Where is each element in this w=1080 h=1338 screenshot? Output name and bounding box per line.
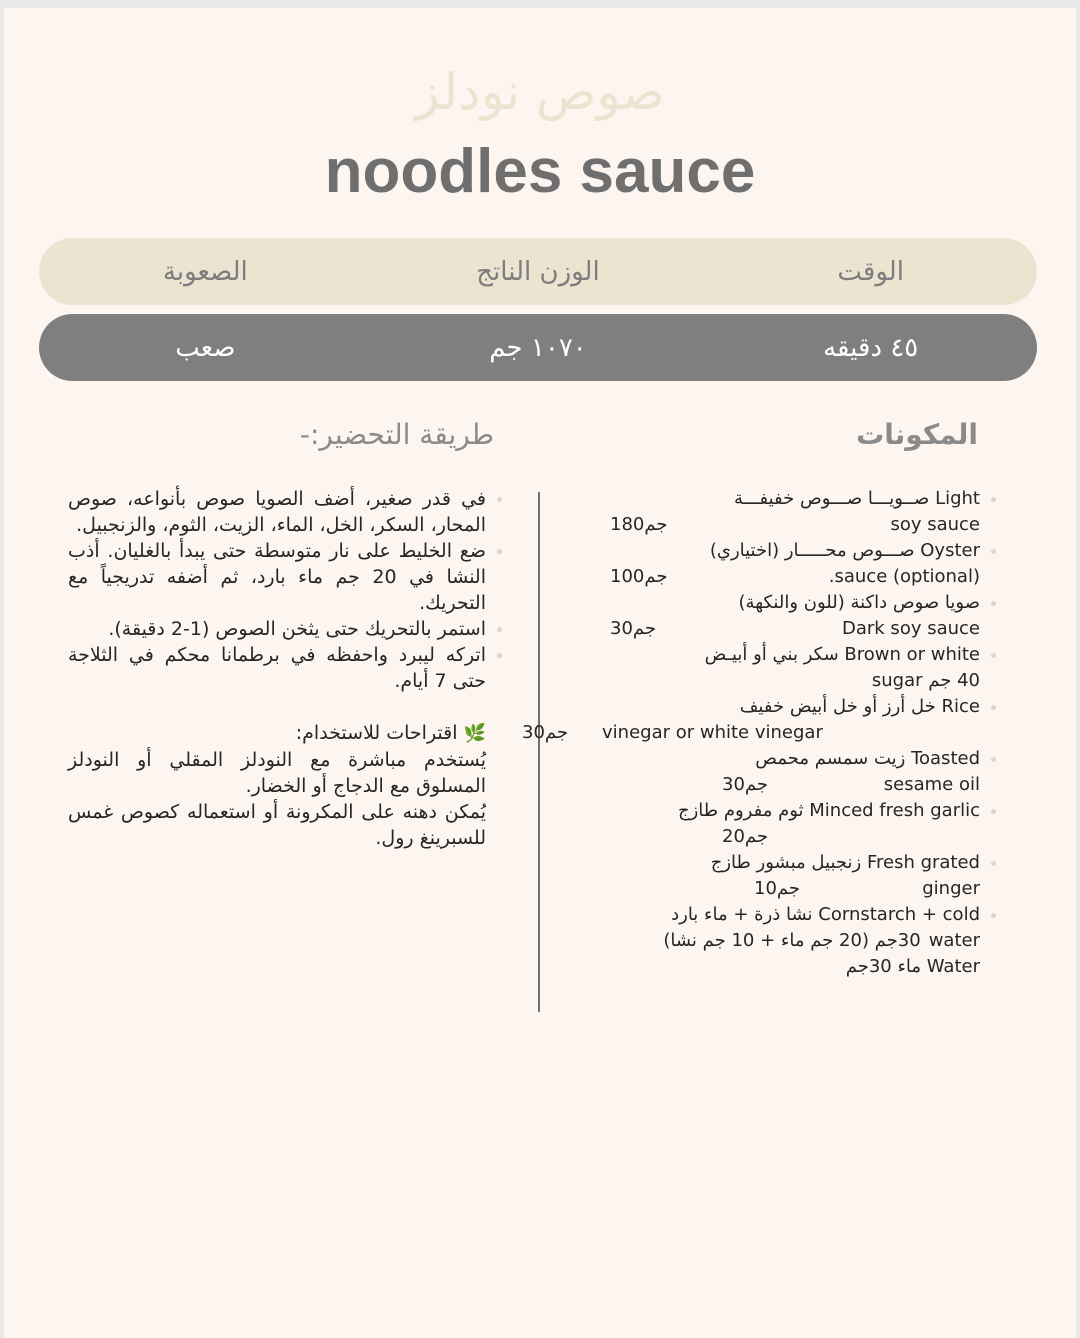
list-item — [610, 590, 980, 642]
ingredient-amount: 100جم — [610, 566, 668, 587]
tips-section — [68, 720, 486, 851]
list-item — [610, 902, 980, 954]
time-value: ٤٥ دقيقه — [823, 332, 919, 363]
tips-heading-row — [68, 720, 486, 747]
bullet-dot — [497, 549, 502, 554]
info-labels-bar — [39, 238, 1037, 305]
ingredient-name-en: vinegar or white vinegar — [602, 722, 823, 743]
ingredient-name: خل أرز أو خل أبيض خفيف Rice — [739, 696, 980, 717]
list-item — [610, 538, 980, 590]
ingredient-name-en: soy sauce — [890, 514, 980, 535]
weight-label: الوزن الناتج — [476, 256, 600, 287]
bullet-dot — [497, 627, 502, 632]
method-heading: طريقة التحضير:- — [299, 418, 494, 451]
ingredient-amount: 30جم — [722, 774, 769, 795]
list-item — [610, 642, 980, 694]
tip-text: يُستخدم مباشرة مع النودلز المقلي أو النودلز المسلوق مع الدجاج أو الخضار. — [68, 749, 486, 797]
ingredient-name: ثوم مفروم طازج Minced fresh garlic — [677, 800, 980, 821]
bullet-dot — [991, 809, 996, 814]
ingredient-amount: 20جم — [722, 826, 769, 847]
step-text: استمر بالتحريك حتى يثخن الصوص (1-2 دقيقة). — [108, 618, 486, 640]
list-item — [610, 486, 980, 538]
difficulty-label: الصعوبة — [162, 256, 248, 287]
bullet-dot — [991, 549, 996, 554]
bullet-dot — [497, 497, 502, 502]
ingredient-name: زنجبيل مبشور طازج Fresh grated — [710, 852, 980, 873]
ingredient-name: ماء 30جم Water — [845, 956, 980, 977]
difficulty-value: صعب — [175, 332, 236, 363]
steps-list — [68, 486, 486, 694]
step-text: اتركه ليبرد واحفظه في برطمانا محكم في الثلاجة حتى 7 أيام. — [68, 644, 486, 692]
bullet-dot — [991, 601, 996, 606]
ingredient-name-en: Dark soy sauce — [842, 618, 980, 639]
tip-text: يُمكن دهنه على المكرونة أو استعماله كصوص غمس للسبرينغ رول. — [68, 801, 486, 849]
step-text: في قدر صغير، أضف الصويا صوص بأنواعه، صوص المحار، السكر، الخل، الماء، الزيت، الثوم، والزنجبيل. — [68, 488, 486, 536]
ingredient-name-en: water — [928, 930, 980, 951]
ingredient-name: زيت سمسم محمص Toasted — [755, 748, 980, 769]
ingredient-name: صـــوص محـــــار (اختياري) Oyster — [709, 540, 980, 561]
weight-value: ١٠٧٠ جم — [489, 332, 587, 363]
ingredient-amount: 10جم — [754, 878, 801, 899]
ingredient-amount: 30جم (20 جم ماء + 10 جم نشا) — [663, 930, 921, 951]
title-english: noodles sauce — [324, 137, 756, 206]
list-item — [610, 954, 980, 980]
recipe-card — [4, 8, 1076, 1338]
list-item — [610, 798, 980, 850]
ingredient-name-en: ginger — [922, 878, 980, 899]
ingredients-list — [522, 486, 980, 980]
bullet-dot — [991, 497, 996, 502]
list-item — [610, 746, 980, 798]
ingredient-name: صــويـــا صـــوص خفيفـــة Light — [734, 488, 980, 509]
bullet-dot — [991, 705, 996, 710]
tips-heading: اقتراحات للاستخدام: — [295, 722, 458, 744]
column-divider — [538, 492, 540, 1012]
bullet-dot — [991, 913, 996, 918]
ingredient-name: نشا ذرة + ماء بارد Cornstarch + cold — [671, 904, 980, 925]
ingredient-amount: 180جم — [610, 514, 668, 535]
ingredient-name-en: sesame oil — [883, 774, 980, 795]
ingredient-name-en: .sauce (optional) — [828, 566, 980, 587]
title-arabic: صوص نودلز — [415, 63, 665, 121]
ingredient-name: سكر بني أو أبيـض Brown or white — [704, 644, 980, 665]
leaf-icon: 🌿 — [463, 723, 486, 744]
list-item — [68, 642, 486, 694]
bullet-dot — [991, 653, 996, 658]
list-item — [68, 486, 486, 538]
list-item — [610, 850, 980, 902]
ingredient-amount: 40 جم sugar — [871, 670, 980, 691]
ingredients-heading: المكونات — [856, 418, 978, 451]
ingredient-name: صويا صوص داكنة (للون والنكهة) — [738, 592, 980, 613]
list-item — [68, 616, 486, 642]
ingredient-amount: 30جم — [610, 618, 657, 639]
ingredient-amount: 30جم — [522, 722, 569, 743]
bullet-dot — [991, 757, 996, 762]
bullet-dot — [991, 861, 996, 866]
info-values-bar — [39, 314, 1037, 381]
bullet-dot — [497, 653, 502, 658]
list-item — [522, 694, 980, 746]
time-label: الوقت — [837, 256, 904, 287]
list-item — [68, 538, 486, 616]
step-text: ضع الخليط على نار متوسطة حتى يبدأ بالغليان. أذب النشا في 20 جم ماء بارد، ثم أضفه تدريجياً مع التحريك. — [68, 540, 486, 614]
method-section — [68, 486, 486, 851]
